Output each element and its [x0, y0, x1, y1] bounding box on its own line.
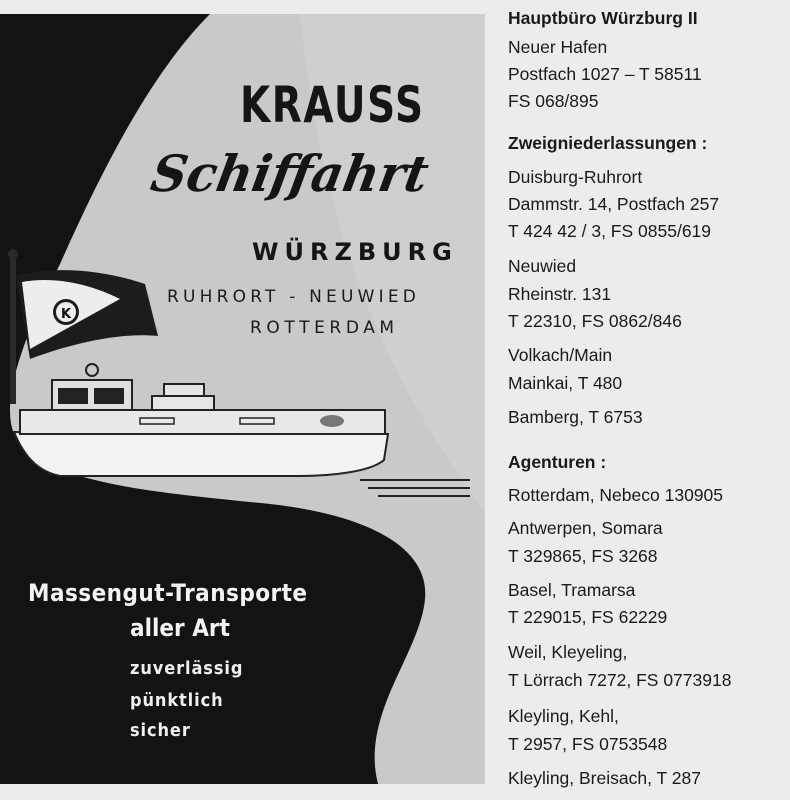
agency-line: T 329865, FS 3268: [508, 546, 658, 566]
agency-line: T 2957, FS 0753548: [508, 734, 668, 754]
agency-line: Rotterdam, Nebeco 130905: [508, 485, 723, 505]
agency-line: Basel, Tramarsa: [508, 580, 636, 600]
branch-line: Dammstr. 14, Postfach 257: [508, 194, 720, 214]
flag-pole: [10, 254, 16, 404]
brand-route-line-2: ROTTERDAM: [250, 318, 399, 338]
head-office-line: FS 068/895: [508, 91, 599, 111]
slogan-line-4: pünktlich: [130, 690, 224, 711]
poster-panel: [0, 14, 485, 784]
branch-line: Duisburg-Ruhrort: [508, 167, 643, 187]
slogan-line-5: sicher: [130, 720, 191, 741]
brand-route-line-1: RUHRORT - NEUWIED: [167, 287, 421, 307]
branch-line: Mainkai, T 480: [508, 373, 623, 393]
agency-line: Weil, Kleyeling,: [508, 642, 628, 662]
branches-heading: Zweigniederlassungen :: [508, 133, 708, 153]
agency-line: Antwerpen, Somara: [508, 518, 663, 538]
slogan-line-3: zuverlässig: [130, 658, 244, 679]
brand-name: KRAUSS: [240, 76, 425, 134]
agency-line: Kleyling, Breisach, T 287: [508, 768, 701, 788]
slogan-line-2: aller Art: [130, 614, 230, 642]
branch-line: Volkach/Main: [508, 345, 613, 365]
agencies-heading: Agenturen :: [508, 452, 607, 472]
branch-line: T 424 42 / 3, FS 0855/619: [508, 221, 712, 241]
agency-line: T 229015, FS 62229: [508, 607, 668, 627]
brand-city: WÜRZBURG: [252, 238, 458, 266]
branch-line: Bamberg, T 6753: [508, 407, 643, 427]
head-office-line: Neuer Hafen: [508, 37, 608, 57]
slogan-line-1: Massengut-Transporte: [28, 579, 308, 607]
agency-line: T Lörrach 7272, FS 0773918: [508, 670, 732, 690]
flag-letter: K: [60, 307, 72, 322]
branch-line: Neuwied: [508, 256, 577, 276]
contact-column: [508, 0, 790, 800]
branch-line: T 22310, FS 0862/846: [508, 311, 682, 331]
brand-subtitle: Schiffahrt: [146, 144, 434, 203]
head-office-heading: Hauptbüro Würzburg II: [508, 8, 698, 28]
agency-line: Kleyling, Kehl,: [508, 706, 619, 726]
head-office-line: Postfach 1027 – T 58511: [508, 64, 702, 84]
branch-line: Rheinstr. 131: [508, 284, 612, 304]
